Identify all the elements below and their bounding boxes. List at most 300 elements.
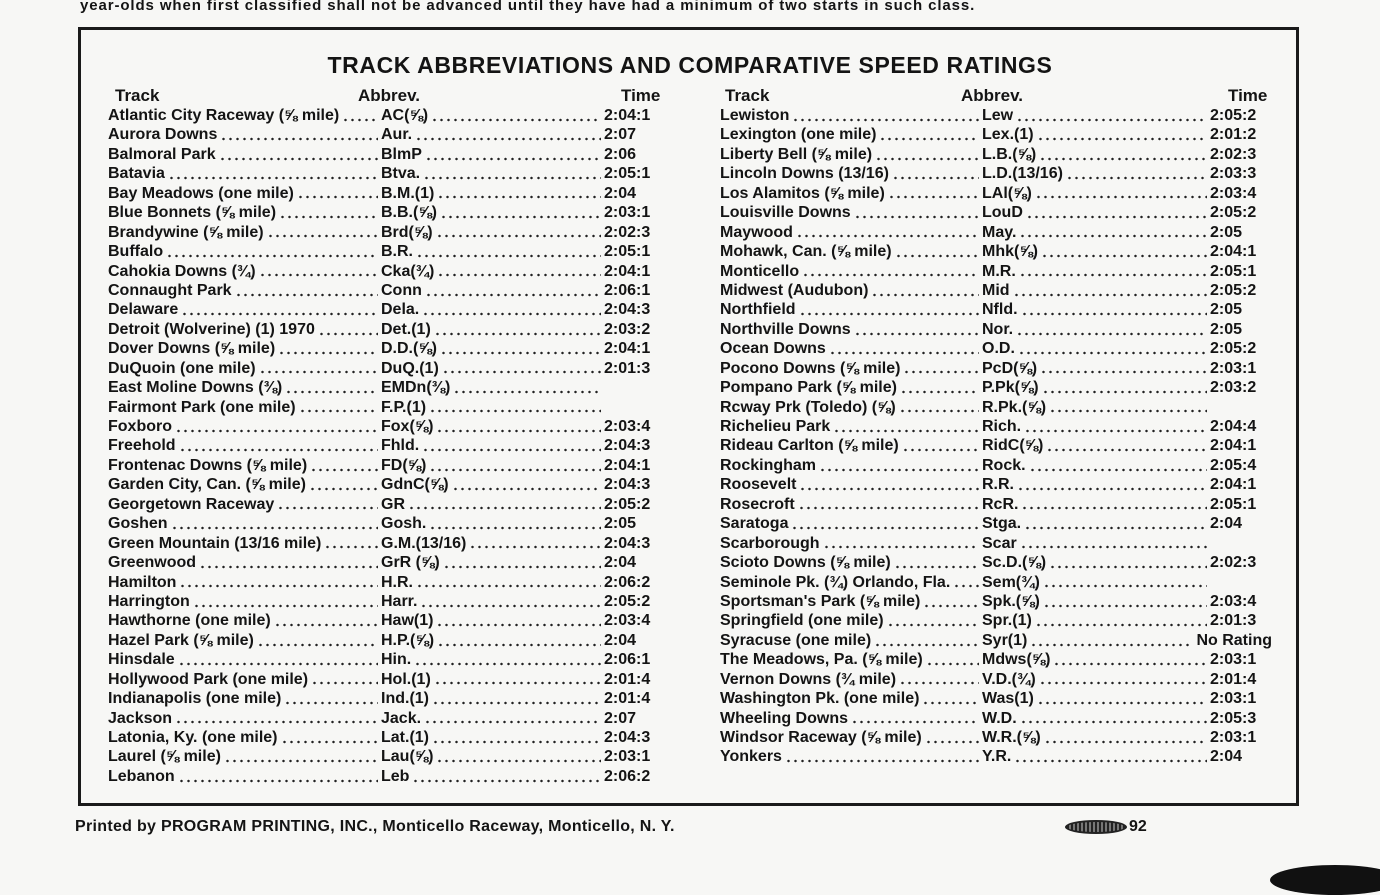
track-cell — [720, 592, 982, 611]
track-cell — [720, 281, 982, 300]
dot-leader — [796, 234, 979, 238]
speed-rating: 2:02:3 — [1210, 554, 1257, 572]
speed-rating: 2:05:2 — [604, 592, 651, 610]
track-name: Dover Downs (⅝ mile) — [108, 340, 276, 358]
abbrev-cell — [982, 106, 1210, 125]
table-row — [720, 456, 1272, 475]
abbrev-cell — [381, 378, 604, 397]
track-cell — [108, 436, 381, 455]
speed-rating: 2:05:2 — [1210, 204, 1257, 222]
track-abbrev: L.D.(13/16) — [982, 165, 1063, 183]
dot-leader — [429, 526, 601, 530]
dot-leader — [431, 118, 601, 122]
dot-leader — [802, 273, 979, 277]
dot-leader — [412, 779, 601, 783]
speed-rating: 2:04:1 — [604, 262, 651, 280]
track-name: Hamilton — [108, 573, 177, 591]
table-row — [108, 203, 664, 222]
speed-rating: 2:05:2 — [1210, 107, 1257, 124]
speed-rating: 2:04:3 — [604, 476, 651, 494]
dot-leader — [879, 137, 979, 141]
track-name: Laurel (⅝ mile) — [108, 748, 221, 766]
speed-rating: 2:04:1 — [1210, 437, 1257, 455]
dot-leader — [342, 118, 378, 122]
dot-leader — [1042, 390, 1207, 394]
dot-leader — [923, 604, 979, 608]
track-abbrev: Was(1) — [982, 690, 1034, 708]
speed-rating: 2:04:1 — [1210, 476, 1257, 494]
track-abbrev: GrR (⅝) — [381, 554, 440, 572]
abbrev-cell — [381, 670, 604, 689]
track-cell — [720, 242, 982, 261]
dot-leader — [311, 681, 378, 685]
dot-leader — [1037, 701, 1207, 705]
dot-leader — [434, 332, 601, 336]
table-row — [720, 631, 1272, 650]
speed-rating: 2:04:1 — [1210, 243, 1257, 261]
abbrev-cell — [381, 125, 604, 144]
track-abbrev: Cka(¾) — [381, 262, 435, 280]
abbrev-cell — [982, 125, 1210, 144]
dot-leader — [324, 545, 378, 549]
abbrev-cell — [982, 359, 1210, 378]
track-name: Pocono Downs (⅝ mile) — [720, 359, 901, 377]
dot-leader — [436, 759, 601, 763]
dot-leader — [429, 409, 601, 413]
track-abbrev: G.M.(13/16) — [381, 534, 467, 552]
track-cell — [108, 728, 381, 747]
speed-rating: 2:03:1 — [1210, 651, 1257, 669]
dot-leader — [277, 506, 378, 510]
track-name: The Meadows, Pa. (⅝ mile) — [720, 651, 923, 669]
track-cell — [108, 145, 381, 164]
table-row — [720, 514, 1272, 533]
table-row — [108, 125, 664, 144]
abbrev-cell — [982, 320, 1210, 339]
abbrev-cell — [982, 747, 1210, 766]
track-abbrev: M.R. — [982, 262, 1016, 280]
table-row — [720, 534, 1272, 553]
table-row — [108, 573, 664, 592]
printer-credit: Printed by PROGRAM PRINTING, INC., Monticello Raceway, Monticello, N. Y. — [75, 818, 675, 835]
track-abbrev: BlmP — [381, 145, 422, 163]
track-abbrev: F.P.(1) — [381, 398, 427, 416]
dot-leader — [425, 157, 601, 161]
track-cell — [720, 475, 982, 494]
table-row — [108, 281, 664, 300]
track-cell — [720, 456, 982, 475]
right-column-header — [720, 86, 1272, 106]
dot-leader — [416, 254, 601, 258]
table-row — [108, 475, 664, 494]
track-cell — [720, 125, 982, 144]
speed-rating: 2:05:1 — [1210, 262, 1257, 280]
dot-leader — [926, 662, 979, 666]
table-row — [108, 495, 664, 514]
track-name: Northville Downs — [720, 320, 851, 338]
table-row — [720, 184, 1272, 203]
speed-rating: 2:03:1 — [1210, 359, 1257, 377]
track-abbrev: GR — [381, 495, 405, 513]
dot-leader — [443, 565, 601, 569]
abbrev-cell — [982, 184, 1210, 203]
track-cell — [720, 534, 982, 553]
dot-leader — [175, 720, 378, 724]
dot-leader — [819, 468, 979, 472]
dot-leader — [1039, 157, 1207, 161]
table-row — [108, 417, 664, 436]
dot-leader — [440, 351, 601, 355]
abbrev-cell — [381, 106, 604, 125]
track-abbrev: Spk.(⅝) — [982, 592, 1040, 610]
table-row — [720, 359, 1272, 378]
dot-leader — [420, 604, 601, 608]
track-abbrev: Rock. — [982, 456, 1026, 474]
dot-leader — [1020, 720, 1207, 724]
speed-rating: 2:05:1 — [1210, 495, 1257, 513]
track-cell — [108, 242, 381, 261]
track-cell — [720, 728, 982, 747]
dot-leader — [1019, 273, 1207, 277]
header-abbrev: Abbrev. — [961, 86, 1024, 105]
track-name: Lexington (one mile) — [720, 126, 877, 144]
abbrev-cell — [381, 534, 604, 553]
track-name: Georgetown Raceway — [108, 495, 275, 513]
speed-rating: 2:05:2 — [604, 495, 651, 513]
abbrev-cell — [982, 242, 1210, 261]
table-row — [108, 184, 664, 203]
speed-rating: 2:03:2 — [604, 320, 651, 338]
dot-leader — [799, 312, 979, 316]
track-name: Lincoln Downs (13/16) — [720, 165, 889, 183]
dot-leader — [798, 506, 979, 510]
speed-rating: 2:05 — [604, 515, 637, 533]
speed-rating: 2:05:2 — [1210, 340, 1257, 358]
track-cell — [108, 281, 381, 300]
table-row — [720, 106, 1272, 125]
track-cell — [720, 359, 982, 378]
table-row — [720, 670, 1272, 689]
abbrev-cell — [381, 592, 604, 611]
track-abbrev: Haw(1) — [381, 612, 434, 630]
track-cell — [108, 378, 381, 397]
speed-rating: 2:05 — [1210, 301, 1243, 319]
table-row — [108, 223, 664, 242]
track-cell — [720, 339, 982, 358]
table-row — [108, 436, 664, 455]
dot-leader — [899, 409, 979, 413]
track-name: Scioto Downs (⅝ mile) — [720, 554, 891, 572]
track-abbrev: Btva. — [381, 165, 421, 183]
track-cell — [720, 378, 982, 397]
dot-leader — [175, 429, 378, 433]
track-name: Brandywine (⅝ mile) — [108, 223, 264, 241]
speed-rating: 2:01:4 — [604, 670, 651, 688]
dot-leader — [220, 137, 378, 141]
table-row — [720, 145, 1272, 164]
speed-rating: 2:01:4 — [604, 690, 651, 708]
track-name: Rideau Carlton (⅝ mile) — [720, 437, 899, 455]
track-abbrev: Lex.(1) — [982, 126, 1034, 144]
dot-leader — [1019, 234, 1207, 238]
dot-leader — [178, 662, 378, 666]
dot-leader — [1016, 332, 1207, 336]
table-row — [720, 650, 1272, 669]
track-abbrev: Hin. — [381, 651, 412, 669]
dot-leader — [432, 740, 601, 744]
track-abbrev: Nfld. — [982, 301, 1018, 319]
track-abbrev: Jack. — [381, 709, 422, 727]
track-cell — [108, 747, 381, 766]
speed-rating: 2:03:1 — [604, 748, 651, 766]
abbrev-cell — [381, 573, 604, 592]
track-name: Foxboro — [108, 418, 172, 435]
track-cell — [108, 203, 381, 222]
dot-leader — [1016, 118, 1207, 122]
abbrev-cell — [381, 223, 604, 242]
table-row — [720, 417, 1272, 436]
track-cell — [108, 631, 381, 650]
dot-leader — [259, 273, 378, 277]
abbrev-cell — [982, 262, 1210, 281]
dot-leader — [1066, 176, 1207, 180]
table-row — [720, 436, 1272, 455]
left-column — [108, 86, 664, 786]
speed-rating: 2:05:1 — [604, 165, 651, 183]
track-abbrev: B.B.(⅝) — [381, 204, 437, 222]
track-name: Ocean Downs — [720, 340, 826, 358]
dot-leader — [437, 643, 601, 647]
dot-leader — [297, 195, 378, 199]
table-row — [720, 203, 1272, 222]
track-abbrev: Syr(1) — [982, 631, 1028, 649]
track-name: Richelieu Park — [720, 418, 831, 435]
track-name: Hinsdale — [108, 651, 175, 669]
dot-leader — [318, 332, 378, 336]
table-row — [108, 339, 664, 358]
dot-leader — [1014, 759, 1207, 763]
track-abbrev: FD(⅝) — [381, 456, 427, 474]
table-row — [108, 242, 664, 261]
dot-leader — [235, 293, 378, 297]
speed-rating: 2:05:3 — [1210, 709, 1257, 727]
header-abbrev: Abbrev. — [358, 86, 421, 105]
dot-leader — [414, 662, 601, 666]
track-abbrev: RcR. — [982, 495, 1019, 513]
abbrev-cell — [381, 475, 604, 494]
track-name: Fairmont Park (one mile) — [108, 398, 296, 416]
speed-rating: 2:03:4 — [1210, 592, 1257, 610]
abbrev-cell — [982, 475, 1210, 494]
table-row — [108, 650, 664, 669]
track-cell — [720, 709, 982, 728]
table-row — [108, 728, 664, 747]
track-name: Midwest (Audubon) — [720, 281, 869, 299]
dot-leader — [437, 195, 601, 199]
dot-leader — [899, 681, 979, 685]
track-abbrev: EMDn(⅜) — [381, 379, 451, 397]
table-row — [108, 359, 664, 378]
abbrev-cell — [381, 417, 604, 436]
dot-leader — [1035, 195, 1207, 199]
abbrev-cell — [381, 709, 604, 728]
track-cell — [108, 262, 381, 281]
speed-rating: 2:05 — [1210, 223, 1243, 241]
track-cell — [720, 262, 982, 281]
speed-rating: 2:05:2 — [1210, 281, 1257, 299]
track-abbrev: Mhk(⅝) — [982, 243, 1038, 261]
dot-leader — [874, 643, 979, 647]
table-row — [720, 747, 1272, 766]
table-row — [720, 125, 1272, 144]
dot-leader — [1017, 487, 1207, 491]
track-cell — [108, 417, 381, 436]
dot-leader — [1029, 468, 1207, 472]
abbrev-cell — [381, 164, 604, 183]
track-cell — [720, 398, 982, 417]
speed-rating: 2:03:1 — [1210, 729, 1257, 746]
abbrev-cell — [982, 553, 1210, 572]
abbrev-cell — [982, 145, 1210, 164]
table-row — [720, 339, 1272, 358]
track-name: Wheeling Downs — [720, 709, 848, 727]
dot-leader — [1021, 506, 1207, 510]
table-row — [108, 320, 664, 339]
dot-leader — [1037, 137, 1207, 141]
track-abbrev: Det.(1) — [381, 320, 431, 338]
dot-leader — [224, 759, 378, 763]
speed-rating: 2:06:2 — [604, 767, 651, 785]
track-name: East Moline Downs (⅜) — [108, 379, 283, 397]
track-cell — [720, 320, 982, 339]
table-row — [720, 164, 1272, 183]
track-abbrev: Sc.D.(⅝) — [982, 554, 1047, 572]
dot-leader — [432, 701, 601, 705]
table-row — [108, 709, 664, 728]
dot-leader — [178, 779, 378, 783]
dot-leader — [895, 254, 979, 258]
track-cell — [108, 534, 381, 553]
dot-leader — [179, 584, 378, 588]
table-row — [720, 553, 1272, 572]
track-cell — [108, 767, 381, 786]
abbrev-cell — [982, 456, 1210, 475]
dot-leader — [1013, 293, 1207, 297]
page-title: TRACK ABBREVIATIONS AND COMPARATIVE SPEED RATINGS — [327, 52, 1053, 78]
speed-rating: 2:03:1 — [604, 204, 651, 222]
dot-leader — [823, 545, 979, 549]
track-name: Louisville Downs — [720, 204, 851, 222]
track-cell — [720, 495, 982, 514]
dot-leader — [309, 487, 378, 491]
track-abbrev: B.R. — [381, 243, 413, 261]
dot-leader — [854, 332, 979, 336]
dot-leader — [437, 273, 601, 277]
track-cell — [720, 553, 982, 572]
track-name: Rockingham — [720, 456, 817, 474]
track-cell — [108, 689, 381, 708]
track-name: Sportsman's Park (⅝ mile) — [720, 592, 921, 610]
table-row — [720, 728, 1272, 747]
speed-rating: 2:04:1 — [604, 107, 651, 124]
table-row — [108, 747, 664, 766]
speed-rating: 2:02:3 — [1210, 145, 1257, 163]
track-name: Rosecroft — [720, 495, 795, 513]
track-name: Connaught Park — [108, 281, 232, 299]
dot-leader — [925, 740, 979, 744]
speed-rating: 2:03:4 — [604, 418, 651, 435]
abbrev-cell — [982, 689, 1210, 708]
abbrev-cell — [381, 456, 604, 475]
abbrev-cell — [381, 767, 604, 786]
table-row — [108, 378, 664, 397]
track-cell — [108, 456, 381, 475]
dot-leader — [1049, 565, 1207, 569]
page-number-area — [1065, 818, 1147, 836]
dot-leader — [888, 195, 979, 199]
dot-leader — [871, 293, 979, 297]
track-name: Windsor Raceway (⅝ mile) — [720, 729, 922, 746]
track-abbrev: L.B.(⅝) — [982, 145, 1037, 163]
track-name: Green Mountain (13/16 mile) — [108, 534, 322, 552]
abbrev-cell — [982, 281, 1210, 300]
dot-leader — [424, 720, 601, 724]
speed-rating: 2:05 — [1210, 320, 1243, 338]
dot-leader — [1026, 215, 1207, 219]
abbrev-cell — [982, 223, 1210, 242]
track-abbrev: Y.R. — [982, 748, 1012, 766]
track-abbrev: RidC(⅝) — [982, 437, 1044, 455]
header-track: Track — [115, 86, 160, 105]
track-cell — [720, 436, 982, 455]
track-cell — [720, 573, 982, 592]
track-name: Hollywood Park (one mile) — [108, 670, 309, 688]
dot-leader — [887, 623, 979, 627]
table-row — [108, 767, 664, 786]
track-name: Freehold — [108, 437, 176, 455]
track-name: Detroit (Wolverine) (1) 1970 — [108, 320, 315, 338]
abbrev-cell — [982, 573, 1210, 592]
track-abbrev: R.R. — [982, 476, 1014, 494]
dot-leader — [166, 254, 378, 258]
track-abbrev: W.R.(⅝) — [982, 729, 1041, 746]
table-row — [720, 611, 1272, 630]
speed-rating: 2:03:4 — [1210, 184, 1257, 202]
track-abbrev: Sem(¾) — [982, 573, 1040, 591]
table-row — [108, 164, 664, 183]
left-column-header — [108, 86, 664, 106]
speed-rating: 2:07 — [604, 709, 637, 727]
track-abbrev: Rich. — [982, 418, 1022, 435]
table-row — [108, 611, 664, 630]
dot-leader — [892, 176, 979, 180]
abbrev-cell — [381, 320, 604, 339]
table-row — [720, 300, 1272, 319]
track-cell — [108, 320, 381, 339]
abbrev-cell — [381, 495, 604, 514]
table-row — [720, 475, 1272, 494]
speed-rating: 2:04:3 — [604, 301, 651, 319]
dot-leader — [434, 681, 601, 685]
track-name: Cahokia Downs (¾) — [108, 262, 256, 280]
dot-leader — [785, 759, 979, 763]
track-name: Vernon Downs (¾ mile) — [720, 670, 897, 688]
dot-leader — [851, 720, 979, 724]
table-row — [720, 592, 1272, 611]
abbrev-cell — [982, 495, 1210, 514]
dot-leader — [854, 215, 979, 219]
track-cell — [108, 398, 381, 417]
